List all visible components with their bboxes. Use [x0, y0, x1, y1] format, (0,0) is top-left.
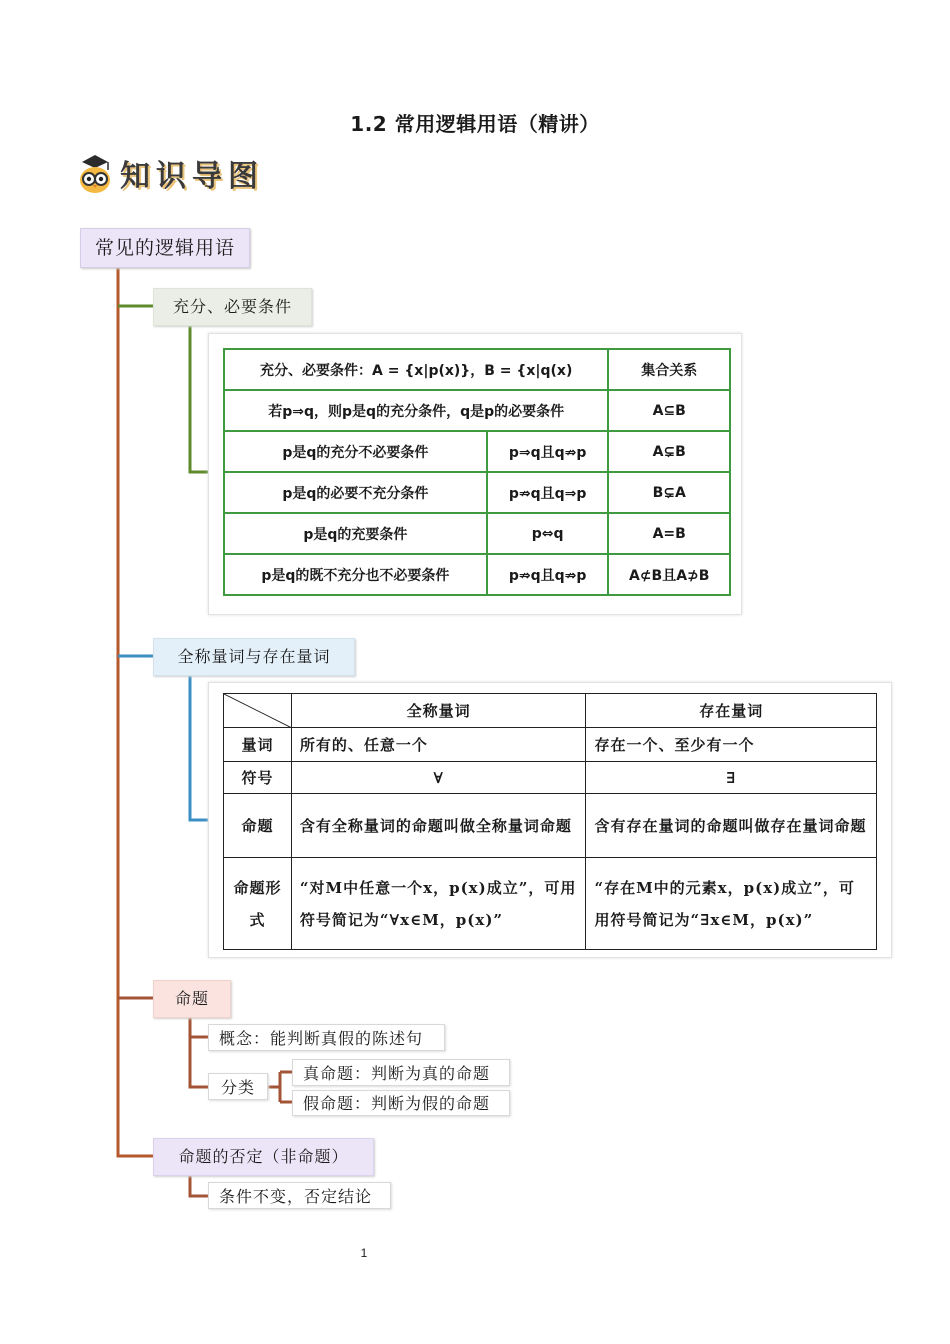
- table-cell: p是q的既不充分也不必要条件: [224, 554, 487, 595]
- table-cell: p是q的必要不充分条件: [224, 472, 487, 513]
- node-quantifier: 全称量词与存在量词: [153, 638, 355, 676]
- sub-line-quantifier: [190, 674, 208, 820]
- table-cell: p⇒q且q⇏p: [487, 431, 609, 472]
- column-header-universal: 全称量词: [291, 694, 586, 728]
- table-cell: p⇏q且q⇏p: [487, 554, 609, 595]
- quantifier-table: [223, 693, 877, 950]
- row-header: 符号: [224, 762, 292, 794]
- page-number: 1: [360, 1246, 368, 1260]
- node-negation: 命题的否定（非命题）: [153, 1138, 374, 1176]
- table-cell: B⊊A: [608, 472, 730, 513]
- leaf-classify: 分类: [208, 1073, 268, 1100]
- condition-table-card: [208, 333, 742, 615]
- sub-line-negation: [190, 1174, 208, 1196]
- table-cell: “存在M中的元素x，p(x)成立”，可用符号简记为“∃x∈M，p(x)”: [586, 858, 877, 950]
- sub-line-classify: [268, 1072, 292, 1102]
- sub-line-condition: [190, 324, 208, 472]
- row-header: 命题形式: [224, 858, 292, 950]
- table-cell: 若p⇒q，则p是q的充分条件，q是p的必要条件: [224, 390, 608, 431]
- table-header-right: 集合关系: [608, 349, 730, 390]
- leaf-true-proposition: 真命题：判断为真的命题: [292, 1059, 510, 1086]
- row-header: 量词: [224, 728, 292, 762]
- table-cell: ∀: [291, 762, 586, 794]
- leaf-concept: 概念：能判断真假的陈述句: [208, 1024, 445, 1051]
- diagonal-line: [224, 694, 292, 728]
- trunk-line: [118, 266, 153, 1156]
- table-cell: p⇔q: [487, 513, 609, 554]
- table-cell: A⊄B且A⊅B: [608, 554, 730, 595]
- condition-table: [223, 348, 731, 596]
- table-cell: p是q的充分不必要条件: [224, 431, 487, 472]
- table-cell: A=B: [608, 513, 730, 554]
- logo-text: 知识导图: [120, 159, 264, 194]
- node-proposition: 命题: [153, 980, 231, 1018]
- table-cell: 存在一个、至少有一个: [586, 728, 877, 762]
- page-title: 1.2 常用逻辑用语（精讲）: [350, 112, 600, 136]
- leaf-negation-rule: 条件不变，否定结论: [208, 1182, 391, 1209]
- root-node: 常见的逻辑用语: [80, 228, 250, 268]
- node-condition: 充分、必要条件: [153, 288, 312, 326]
- table-cell: A⊊B: [608, 431, 730, 472]
- table-cell: 所有的、任意一个: [291, 728, 586, 762]
- diagonal-header-cell: [224, 694, 292, 728]
- table-cell: A⊆B: [608, 390, 730, 431]
- table-header-left: 充分、必要条件：A = {x|p(x)}，B = {x|q(x): [224, 349, 608, 390]
- column-header-existential: 存在量词: [586, 694, 877, 728]
- quantifier-table-card: [208, 682, 892, 958]
- table-cell: p是q的充要条件: [224, 513, 487, 554]
- table-cell: 含有全称量词的命题叫做全称量词命题: [291, 794, 586, 858]
- leaf-false-proposition: 假命题：判断为假的命题: [292, 1090, 510, 1116]
- owl-icon: [78, 152, 112, 194]
- logo: [78, 150, 264, 196]
- row-header: 命题: [224, 794, 292, 858]
- table-cell: p⇏q且q⇒p: [487, 472, 609, 513]
- table-cell: 含有存在量词的命题叫做存在量词命题: [586, 794, 877, 858]
- sub-line-proposition: [190, 1016, 208, 1087]
- table-cell: ∃: [586, 762, 877, 794]
- table-cell: “对M中任意一个x，p(x)成立”，可用符号简记为“∀x∈M，p(x)”: [291, 858, 586, 950]
